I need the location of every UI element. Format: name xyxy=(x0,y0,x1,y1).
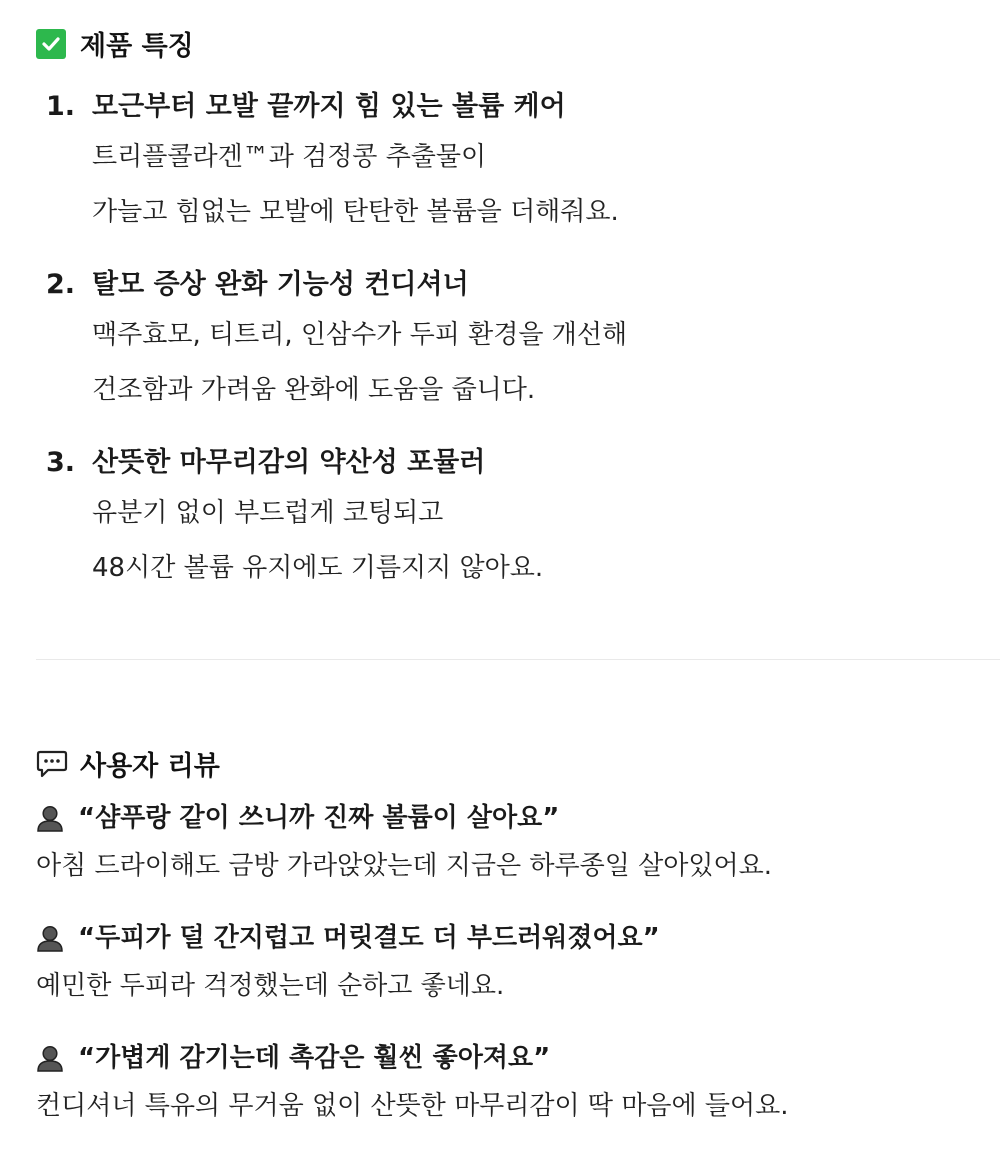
reviews-heading xyxy=(36,744,220,783)
person-icon xyxy=(36,924,64,952)
feature-title-text: 산뜻한 마무리감의 약산성 포뮬러 xyxy=(92,447,486,478)
review-quote-text: “두피가 덜 간지럽고 머릿결도 더 부드러워졌어요” xyxy=(78,923,660,953)
feature-number: 3. xyxy=(46,447,76,478)
review-text: 컨디셔너 특유의 무거움 없이 산뜻한 마무리감이 딱 마음에 들어요. xyxy=(36,1091,789,1121)
feature-item xyxy=(46,262,966,418)
feature-title xyxy=(46,440,966,486)
features-heading-text: 제품 특징 xyxy=(80,31,194,62)
feature-title-text: 모근부터 모발 끝까지 힘 있는 볼륨 케어 xyxy=(92,91,566,122)
feature-description: 48시간 볼륨 유지에도 기름지지 않아요. xyxy=(92,553,544,583)
feature-number: 1. xyxy=(46,91,76,122)
feature-description: 맥주효모, 티트리, 인삼수가 두피 환경을 개선해 xyxy=(92,320,628,350)
review-text: 아침 드라이해도 금방 가라앉았는데 지금은 하루종일 살아있어요. xyxy=(36,851,772,881)
review-item xyxy=(36,1036,986,1132)
review-quote xyxy=(36,916,986,960)
feature-description: 건조함과 가려움 완화에 도움을 줍니다. xyxy=(92,375,536,405)
feature-title xyxy=(46,84,966,130)
feature-description: 가늘고 힘없는 모발에 탄탄한 볼륨을 더해줘요. xyxy=(92,197,619,227)
speech-bubble-icon xyxy=(36,749,68,779)
review-item xyxy=(36,796,986,892)
review-item xyxy=(36,916,986,1012)
feature-item xyxy=(46,84,966,240)
review-text: 예민한 두피라 걱정했는데 순하고 좋네요. xyxy=(36,971,505,1001)
review-quote-text: “가볍게 감기는데 촉감은 훨씬 좋아져요” xyxy=(78,1043,551,1073)
features-heading xyxy=(36,24,194,63)
feature-title xyxy=(46,262,966,308)
review-list xyxy=(36,796,986,1156)
feature-item xyxy=(46,440,966,596)
feature-number: 2. xyxy=(46,269,76,300)
review-quote-text: “샴푸랑 같이 쓰니까 진짜 볼륨이 살아요” xyxy=(78,803,560,833)
review-quote xyxy=(36,1036,986,1080)
feature-description: 유분기 없이 부드럽게 코팅되고 xyxy=(92,498,444,528)
person-icon xyxy=(36,804,64,832)
checkmark-icon xyxy=(36,29,66,59)
section-divider xyxy=(36,659,1000,660)
reviews-heading-text: 사용자 리뷰 xyxy=(80,751,220,782)
review-quote xyxy=(36,796,986,840)
person-icon xyxy=(36,1044,64,1072)
feature-title-text: 탈모 증상 완화 기능성 컨디셔너 xyxy=(92,269,469,300)
feature-description: 트리플콜라겐™과 검정콩 추출물이 xyxy=(92,142,487,172)
feature-list xyxy=(46,84,966,618)
